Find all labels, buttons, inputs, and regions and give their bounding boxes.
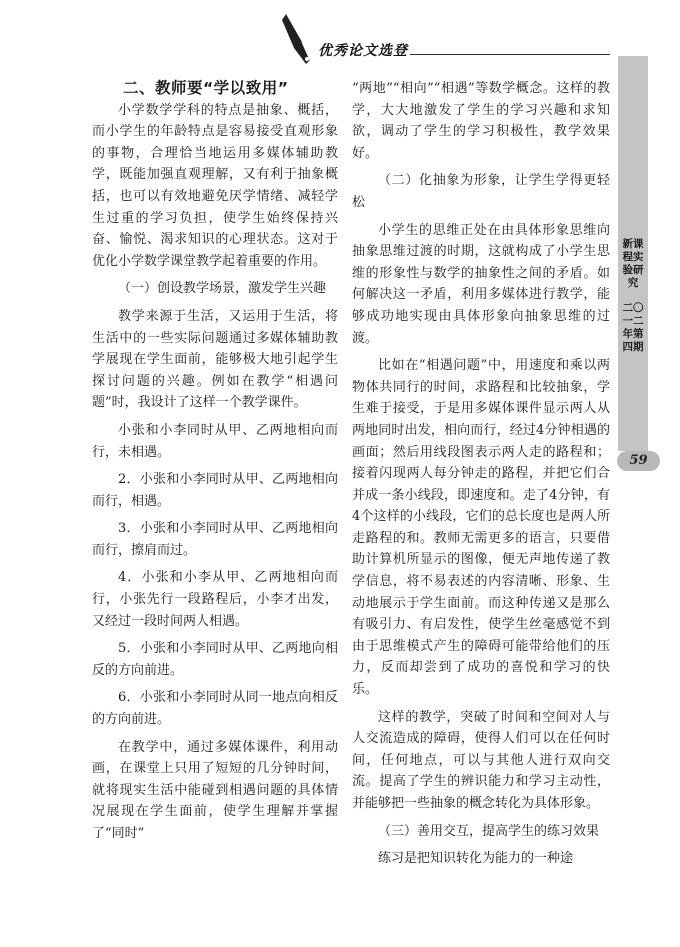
section-title: 二、教师要“学以致用” xyxy=(123,79,289,97)
column-title: 优秀论文选登 xyxy=(318,43,408,59)
journal-name: 新课程实验研究 xyxy=(622,238,644,289)
list-item: 4．小张和小李从甲、乙两地相向而行，小张先行一段路程后，小李才出发，又经过一段时间两人相遇。 xyxy=(92,570,338,629)
paragraph: 小学生的思维正处在由具体形象思维向抽象思维过渡的时期，这就构成了小学生思维的形象性与数学的抽象性之间的矛盾。如何解决这一矛盾，利用多媒体进行教学，能够成功地实现由具体形象向抽象思维的过渡。 xyxy=(352,222,610,346)
page-number: 59 xyxy=(617,451,660,471)
subheading: （二）化抽象为形象，让学生学得更轻松 xyxy=(352,173,610,210)
right-column xyxy=(352,78,610,870)
paragraph: 这样的教学，突破了时间和空间对人与人交流造成的障碍，使得人们可以在任何时间，任何地点，可以与其他人进行双向交流。提高了学生的辨识能力和学习主动性，并能够把一些抽象的概念转化为具体形象。 xyxy=(352,709,610,811)
paragraph: 比如在“相遇问题”中，用速度和乘以两物体共同行的时间，求路程和比较抽象，学生难于接受，于是用多媒体课件显示两人从两地同时出发，相向而行，经过4分钟相遇的画面；然后用线段图表示两人走的路程和；接着闪现两人每分钟走的路程，并把它们合并成一条小线段，即速度和。走了4分钟，有4个这样的小线段，它们的总长度也是两人所走路程的和。教师无需更多的语言，只要借助计算机所显示的图像，便无声地传递了教学信息，将不易表述的内容清晰、形象、生动地展示于学生面前。而这种传递又是那么有吸引力、有启发性，使学生丝毫感觉不到由于思维模式产生的障碍可能带给他们的压力，反而却尝到了成功的喜悦和学习的快乐。 xyxy=(352,358,610,698)
list-item: 3．小张和小李同时从甲、乙两地相向而行，擦肩而过。 xyxy=(92,521,338,558)
subheading: （三）善用交互，提高学生的练习效果 xyxy=(378,823,600,839)
journal-name-issue xyxy=(621,238,645,354)
pen-nib-icon xyxy=(280,12,316,68)
left-column xyxy=(92,78,338,845)
list-item: 小张和小李同时从甲、乙两地相向而行，未相遇。 xyxy=(92,422,338,460)
issue-label: 二〇一二年第四期 xyxy=(622,302,644,353)
list-item: 6．小张和小李同时从同一地点向相反的方向前进。 xyxy=(92,690,338,728)
subheading: （一）创设教学场景，激发学生兴趣 xyxy=(118,281,327,297)
paragraph: “两地”“相向”“相遇”等数学概念。这样的教学，大大地激发了学生的学习兴趣和求知欲，调动了学生的学习积极性，教学效果好。 xyxy=(352,81,610,161)
paragraph: 在教学中，通过多媒体课件，利用动画，在课堂上只用了短短的几分钟时间，就将现实生活中能碰到相遇问题的具体情况展现在学生面前，使学生理解并掌握了“同时” xyxy=(92,739,338,841)
paragraph: 教学来源于生活，又运用于生活，将生活中的一些实际问题通过多媒体辅助教学展现在学生面前，能够极大地引起学生探讨问题的兴趣。例如在教学“相遇问题”时，我设计了这样一个教学课件。 xyxy=(92,308,338,411)
paragraph: 小学数学学科的特点是抽象、概括，而小学生的年龄特点是容易接受直观形象的事物，合理恰当地运用多媒体辅助教学，既能加强直观理解，又有利于抽象概括，也可以有效地避免厌学情绪、减轻学生过重的学习负担，使学生始终保持兴奋、愉悦、渴求知识的心理状态。这对于优化小学数学课堂教学起着重要的作用。 xyxy=(92,102,338,269)
page-header xyxy=(0,0,680,70)
header-rule xyxy=(410,54,610,55)
list-item: 5．小张和小李同时从甲、乙两地向相反的方向前进。 xyxy=(92,641,338,678)
list-item: 2．小张和小李同时从甲、乙两地相向而行，相遇。 xyxy=(92,472,338,509)
paragraph: 练习是把知识转化为能力的一种途 xyxy=(378,851,574,867)
